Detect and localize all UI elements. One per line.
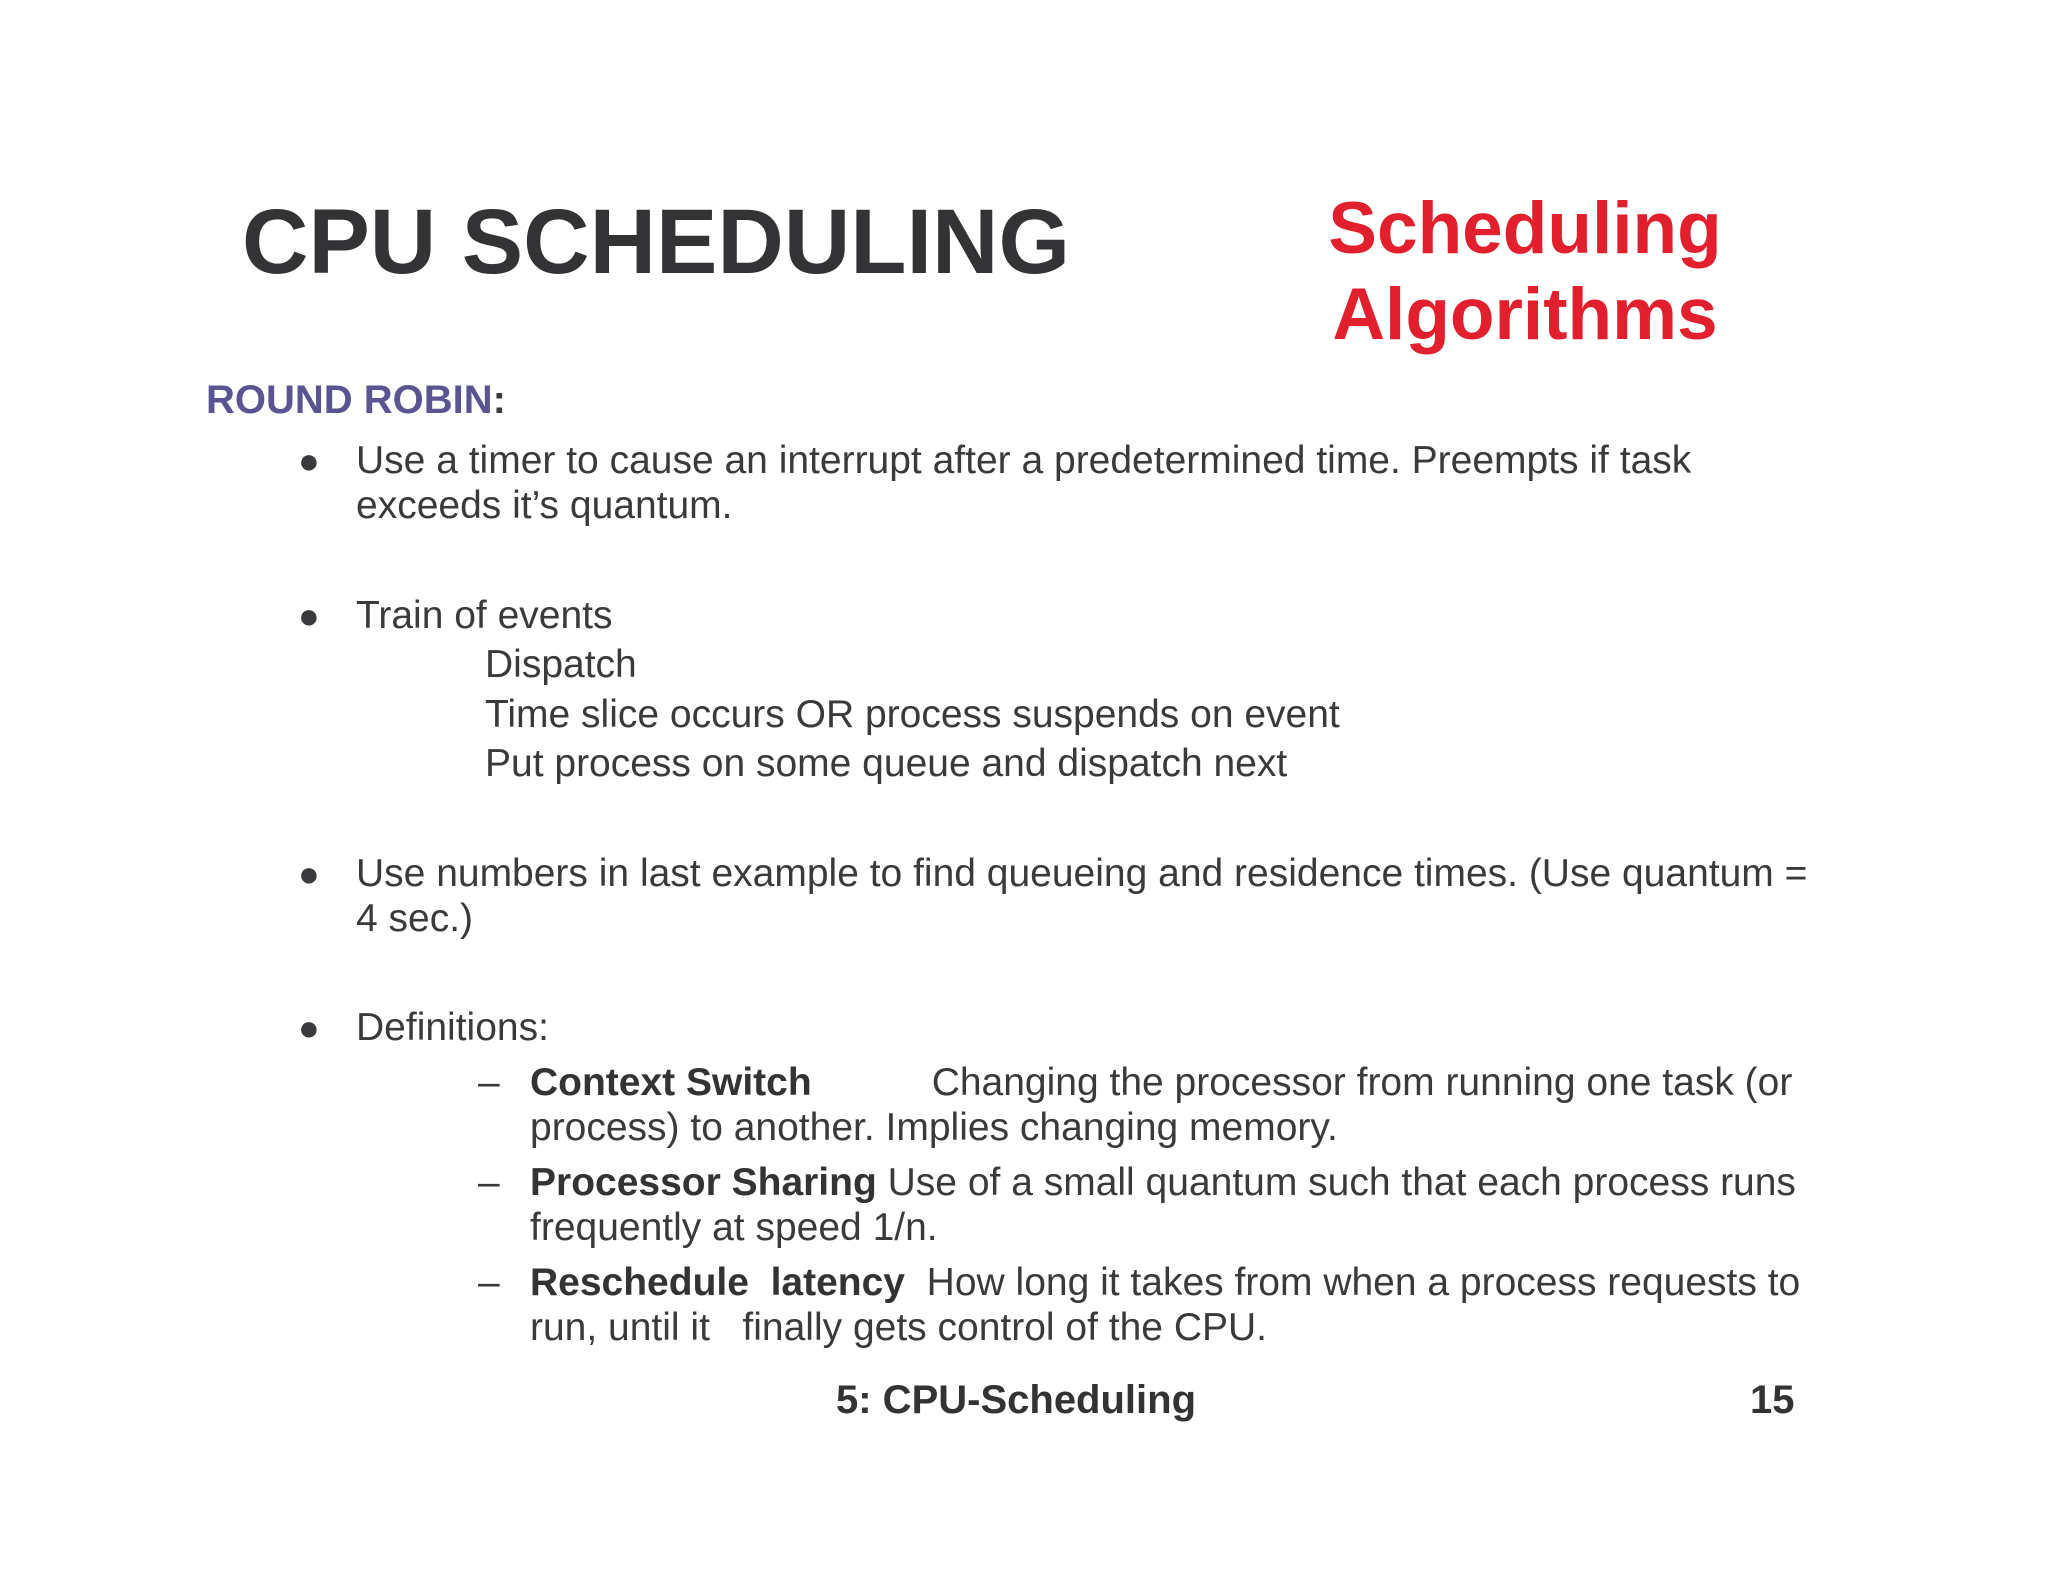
definition-description: How long it takes from when a process requests to run, until it finally gets control of the CPU.: [530, 1261, 1812, 1349]
footer-label: 5: CPU-Scheduling: [836, 1378, 1197, 1422]
dash-icon: –: [478, 1261, 500, 1304]
subtitle-line-2: Algorithms: [1332, 274, 1718, 355]
bullet-text: Definitions:: [356, 1006, 549, 1049]
definition-body: [530, 1060, 1850, 1150]
subtitle-line-1: Scheduling: [1328, 188, 1722, 269]
bullet-icon: ●: [298, 853, 320, 894]
bullet-text: Use numbers in last example to find queueing and residence times. (Use quantum = 4 sec.): [356, 852, 1808, 940]
event-item: Dispatch: [485, 643, 637, 686]
slide-subtitle: [1300, 186, 1750, 358]
dash-icon: –: [478, 1161, 500, 1204]
event-item: Time slice occurs OR process suspends on event: [485, 693, 1340, 736]
bullet-icon: ●: [298, 440, 320, 481]
definition-term: Context Switch: [530, 1061, 812, 1104]
bullet-text: Use a timer to cause an interrupt after a predetermined time. Preempts if task exceeds it’s quantum.: [356, 439, 1692, 527]
definition-body: [530, 1260, 1850, 1350]
dash-icon: –: [478, 1061, 500, 1104]
bullet-icon: ●: [298, 595, 320, 636]
definition-term: Processor Sharing: [530, 1161, 877, 1204]
definition-term: Reschedule latency: [530, 1261, 905, 1304]
definition-description: Changing the processor from running one task (or process) to another. Implies changing memory.: [530, 1061, 1793, 1149]
section-heading: [206, 380, 506, 420]
page-number: 15: [1750, 1378, 1795, 1422]
event-item: Put process on some queue and dispatch next: [485, 742, 1288, 785]
section-heading-colon: :: [492, 378, 506, 422]
bullet-icon: ●: [298, 1007, 320, 1048]
slide-title: CPU SCHEDULING: [242, 191, 1071, 293]
section-heading-label: ROUND ROBIN: [206, 378, 493, 422]
bullet-text: Train of events: [356, 594, 613, 637]
definition-description: Use of a small quantum such that each process runs frequently at speed 1/n.: [530, 1161, 1796, 1249]
definition-body: [530, 1160, 1850, 1250]
